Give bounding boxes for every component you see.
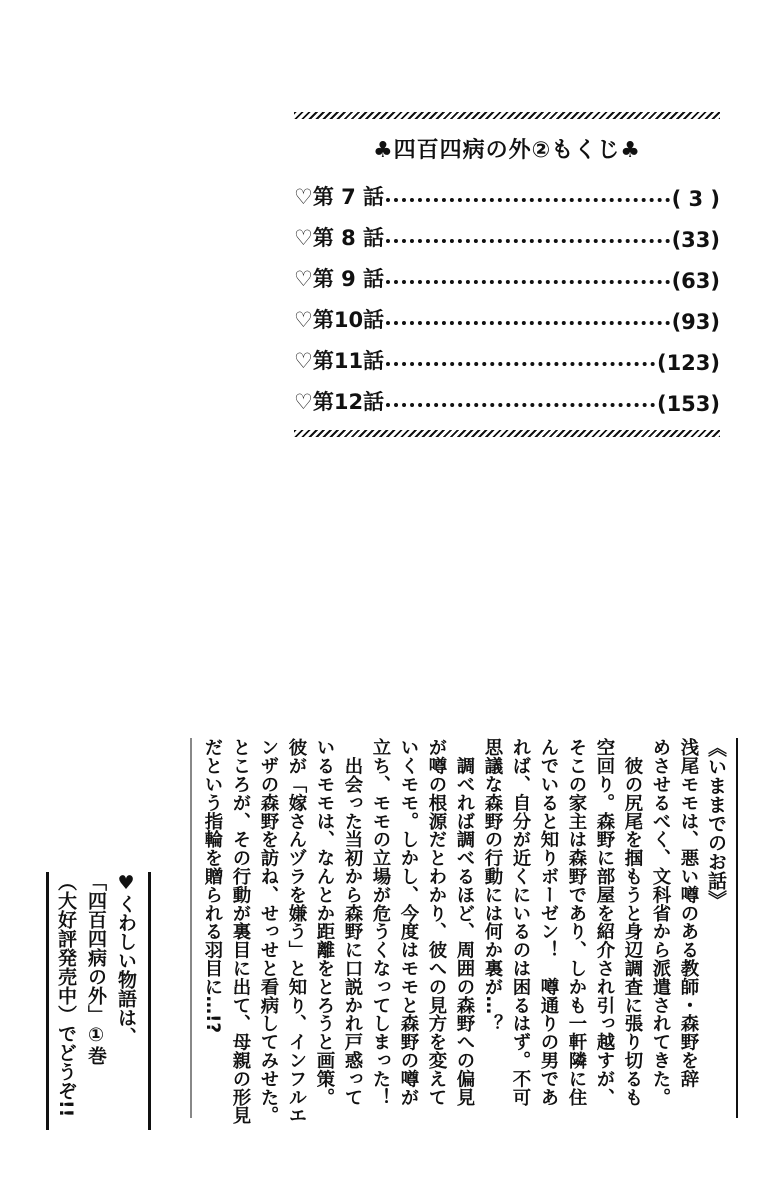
toc-item bbox=[294, 211, 720, 252]
toc-item bbox=[294, 293, 720, 334]
toc-item bbox=[294, 252, 720, 293]
toc-item-page: (63) bbox=[671, 269, 720, 293]
story-line: いくモモ。しかし、今度はモモと森野の噂が bbox=[398, 738, 419, 1106]
toc-item-page: (33) bbox=[671, 228, 720, 252]
story-frame bbox=[190, 738, 738, 1125]
dot-leader bbox=[386, 239, 670, 243]
story-line: だという指輪を贈られる羽目に…!? bbox=[202, 738, 223, 1034]
story-line: 空回り。森野に部屋を紹介され引っ越すが、 bbox=[594, 738, 615, 1106]
dot-leader bbox=[386, 321, 670, 325]
dot-leader bbox=[386, 362, 655, 366]
dot-leader bbox=[386, 280, 670, 284]
toc-item-label: ♡第 8 話 bbox=[294, 226, 385, 250]
toc-item bbox=[294, 170, 720, 211]
toc-item-page: (153) bbox=[656, 392, 720, 416]
ad-rule bbox=[46, 872, 49, 1130]
ad-line: ♥くわしい物語は、 bbox=[115, 872, 137, 1046]
dot-leader bbox=[386, 403, 655, 407]
toc-item-page: (123) bbox=[656, 351, 720, 375]
story-line: いるモモは、なんとか距離をとろうと画策。 bbox=[314, 738, 335, 1106]
toc-item bbox=[294, 334, 720, 375]
story-summary bbox=[190, 738, 738, 1125]
toc-item-label: ♡第11話 bbox=[294, 349, 385, 373]
story-line: そこの家主は森野であり、しかも一軒隣に住 bbox=[566, 738, 587, 1106]
story-line: ンザの森野を訪ね、せっせと看病してみせた。 bbox=[258, 738, 279, 1125]
dot-leader bbox=[386, 198, 670, 202]
story-line: 出会った当初から森野に口説かれ戸惑って bbox=[342, 738, 363, 1106]
volume-advert bbox=[50, 872, 151, 1130]
toc-title: ♣四百四病の外②もくじ♣ bbox=[372, 138, 642, 163]
wavy-divider-bottom bbox=[294, 430, 720, 437]
story-line: 調べれば調べるほど、周囲の森野への偏見 bbox=[454, 738, 475, 1106]
toc-item-label: ♡第 9 話 bbox=[294, 267, 385, 291]
toc-item-label: ♡第10話 bbox=[294, 308, 385, 332]
story-line: んでいると知りボーゼン！ 噂通りの男であ bbox=[538, 738, 559, 1106]
story-line: 彼が「嫁さんヅラを嫌う」と知り、インフルエ bbox=[286, 738, 307, 1125]
toc-item bbox=[294, 375, 720, 416]
story-line: 浅尾モモは、悪い噂のある教師・森野を辞 bbox=[678, 738, 699, 1088]
toc-item-label: ♡第 7 話 bbox=[294, 185, 385, 209]
ad-line: 「四百四病の外」①巻 bbox=[85, 872, 107, 1065]
story-line: 彼の尻尾を掴もうと身辺調査に張り切るも bbox=[622, 738, 643, 1106]
ad-line: （大好評発売中）でどうぞ!! bbox=[55, 872, 77, 1118]
story-line: 思議な森野の行動には何か裏が…？ bbox=[482, 738, 503, 1033]
wavy-divider-top bbox=[294, 112, 720, 119]
toc-item-label: ♡第12話 bbox=[294, 390, 385, 414]
table-of-contents bbox=[294, 112, 720, 437]
story-line: 立ち、モモの立場が危うくなってしまった！ bbox=[370, 738, 391, 1106]
story-line: れば、自分が近くにいるのは困るはず。不可 bbox=[510, 738, 531, 1106]
story-line: めさせるべく、文科省から派遣されてきた。 bbox=[650, 738, 671, 1106]
toc-item-page: (93) bbox=[671, 310, 720, 334]
story-line: が噂の根源だとわかり、彼への見方を変えて bbox=[426, 738, 447, 1106]
story-line: ところが、その行動が裏目に出て、母親の形見 bbox=[230, 738, 251, 1125]
toc-item-page: ( 3 ) bbox=[671, 187, 720, 211]
story-heading: 《いままでのお話》 bbox=[705, 738, 727, 909]
